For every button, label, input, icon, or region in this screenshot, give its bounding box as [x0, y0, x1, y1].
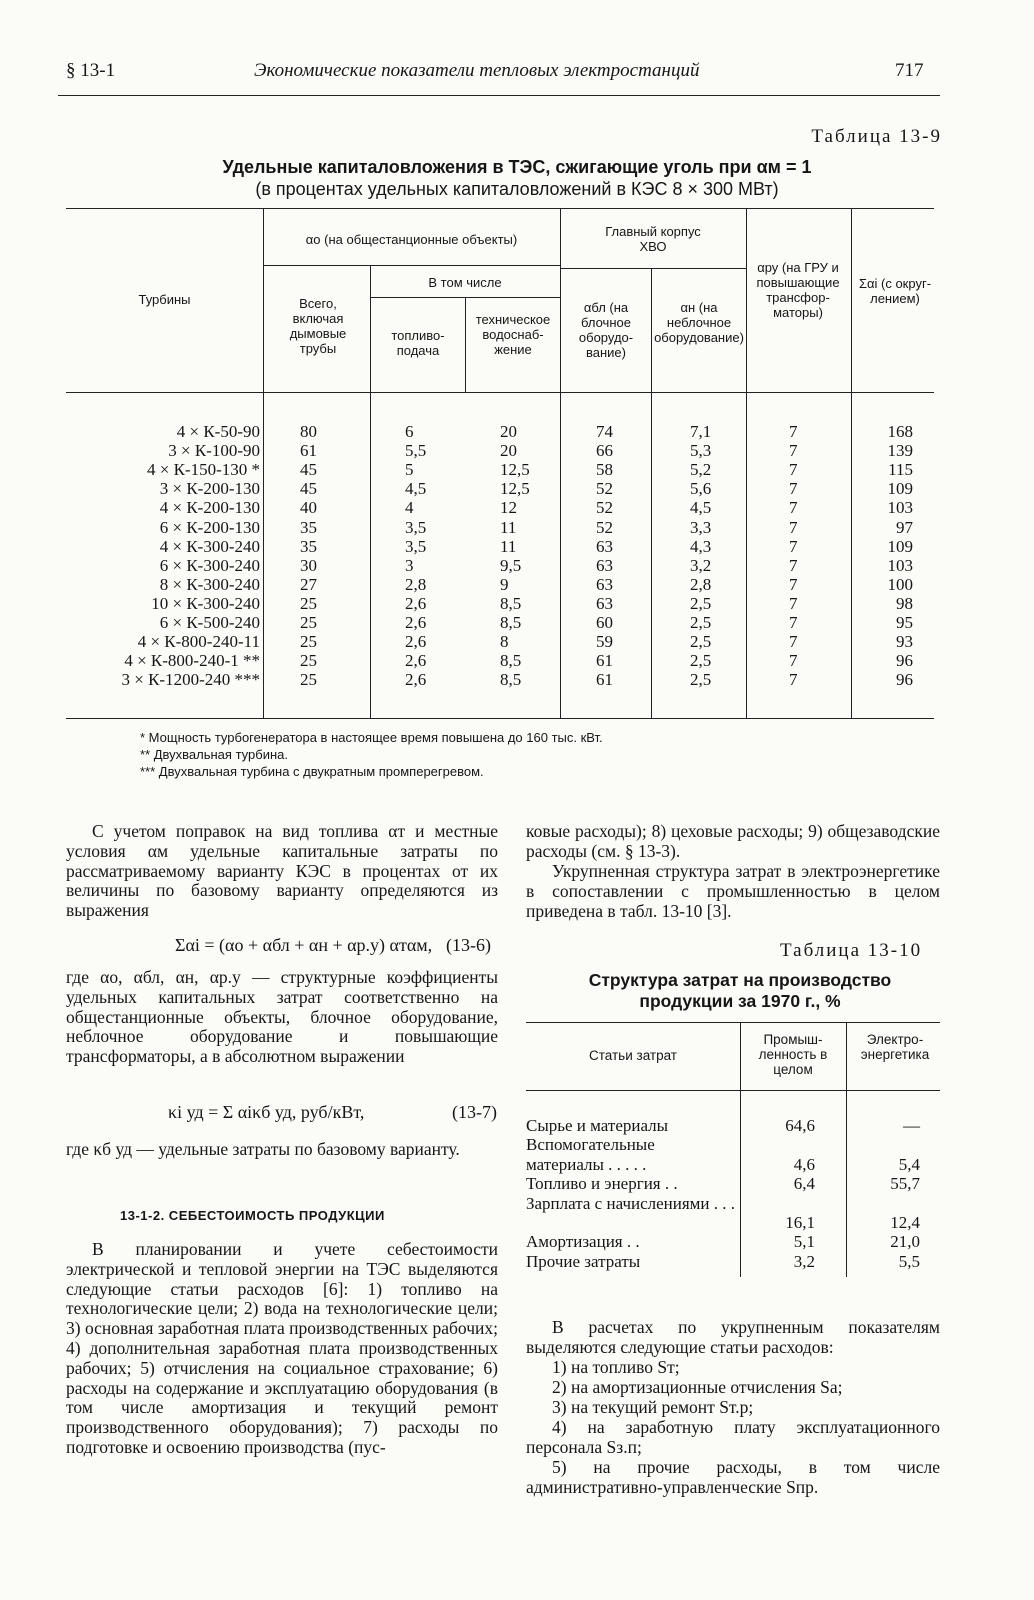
- formula-13-6-number: (13-6): [446, 935, 491, 955]
- column-rule: [651, 268, 652, 718]
- header-turbines: Турбины: [138, 292, 191, 307]
- table-cell-bl: 52: [596, 498, 613, 518]
- list-item: 3) на текущий ремонт Sт.р;: [552, 1397, 754, 1417]
- table-cell-turbine: 4 × К-300-240: [159, 536, 260, 556]
- table-cell-total: 25: [300, 613, 317, 632]
- table-cell-fuel: 2,6: [405, 632, 427, 652]
- left-paragraph-4: В планировании и учете себестоимости электрической и тепловой энергии на ТЭС выделяются следующие статьи расходов [6]: 1) топливо на технологические цели; 2) вода на технологические цели; 3) основная заработная плата производственных рабочих; 4) дополнительная заработная плата производственных рабочих; 5) отчисления на социальное страхование; 6) расходы на содержание и эксплуатацию оборудования (в том числе амортизация и текущий ремонт производственного оборудования); 7) расходы по подготовке и освоению производства (пус-: [66, 1239, 498, 1457]
- table-cell-tech: 11: [500, 517, 517, 537]
- header-bottom-rule: [66, 392, 934, 393]
- table-cell-n: 2,8: [690, 574, 712, 594]
- table-cell-energy: 5,4: [898, 1154, 920, 1174]
- table-13-9-title-line2: (в процентах удельных капиталовложений в КЭС 8 × 300 МВт): [255, 179, 779, 199]
- header-bottom-rule: [526, 1090, 940, 1091]
- header-alpha-ru: αру (на ГРУ и повышающие трансформаторы): [756, 260, 840, 320]
- table-cell-sum: 98: [896, 593, 913, 613]
- table-cell-tech: 11: [500, 536, 517, 556]
- table-cell-fuel: 3,5: [405, 517, 427, 537]
- table-cell-bl: 52: [596, 517, 613, 537]
- table-cell-item: Прочие затраты: [526, 1251, 641, 1271]
- table-cell-sum: 96: [896, 651, 913, 671]
- table-cell-turbine: 3 × К-100-90: [168, 441, 260, 461]
- table-cell-ru: 7: [789, 632, 798, 652]
- table-cell-ru: 7: [789, 651, 798, 671]
- column-rule: [560, 208, 561, 718]
- column-rule: [740, 1022, 741, 1277]
- table-cell-n: 4,3: [690, 536, 712, 556]
- table-cell-bl: 66: [596, 441, 613, 461]
- table-cell-sum: 109: [887, 536, 913, 556]
- table-cell-tech: 20: [500, 422, 517, 441]
- table-cell-turbine: 4 × К-200-130: [159, 498, 260, 518]
- header-total: Всего, включая дымовые трубы: [289, 296, 347, 356]
- table-cell-bl: 63: [596, 555, 613, 575]
- header-main-building: Главный корпус: [605, 224, 701, 239]
- table-cell-sum: 109: [887, 479, 913, 499]
- table-cell-turbine: 4 × К-150-130 *: [147, 460, 260, 480]
- table-cell-fuel: 2,6: [405, 670, 427, 690]
- table-cell-industry: 16,1: [785, 1213, 815, 1232]
- formula-13-6: Σαi = (αo + αбл + αн + αр.у) αтαм,: [175, 935, 433, 955]
- table-cell-tech: 8,5: [500, 613, 522, 632]
- header-hvo: ХВО: [639, 239, 667, 254]
- column-rule: [851, 208, 852, 718]
- table-13-9-label: Таблица 13-9: [811, 126, 942, 147]
- table-cell-ru: 7: [789, 593, 798, 613]
- table-cell-tech: 9,5: [500, 555, 522, 575]
- table-cell-fuel: 3: [405, 555, 414, 575]
- table-cell-total: 80: [300, 422, 317, 441]
- table-cell-n: 5,3: [690, 441, 712, 461]
- table-cell-total: 25: [300, 651, 317, 671]
- table-cell-sum: 115: [888, 460, 913, 480]
- table-cell-n: 3,3: [690, 517, 712, 537]
- table-cell-total: 25: [300, 670, 317, 690]
- table-cell-n: 5,2: [690, 460, 712, 480]
- table-cell-total: 25: [300, 632, 317, 652]
- table-cell-fuel: 2,6: [405, 613, 427, 632]
- table-13-9-title: [0, 156, 1034, 200]
- table-cell-turbine: 3 × К-200-130: [159, 479, 260, 499]
- table-cell-tech: 12,5: [500, 479, 530, 499]
- table-cell-industry: 64,6: [785, 1116, 815, 1135]
- table-cell-bl: 60: [596, 613, 613, 632]
- table-cell-turbine: 10 × К-300-240: [151, 593, 260, 613]
- footnote-2: ** Двухвальная турбина.: [140, 747, 288, 762]
- table-cell-energy: 21,0: [890, 1232, 920, 1252]
- header-including: В том числе: [428, 275, 502, 290]
- column-rule: [465, 297, 466, 392]
- table-cell-bl: 52: [596, 479, 613, 499]
- section-title: 13-1-2. СЕБЕСТОИМОСТЬ ПРОДУКЦИИ: [120, 1208, 385, 1223]
- table-cell-fuel: 5: [405, 460, 414, 480]
- subheader-rule: [263, 265, 560, 266]
- footnote-1: * Мощность турбогенератора в настоящее время повышена до 160 тыс. кВт.: [140, 730, 603, 745]
- table-cell-item: Вспомогательные материалы . . . . .: [526, 1135, 655, 1174]
- table-cell-item: Амортизация . .: [526, 1232, 640, 1252]
- header-alpha-n: αн (на неблочное оборудование): [654, 300, 744, 345]
- table-cell-tech: 12,5: [500, 460, 530, 480]
- table-cell-turbine: 4 × К-800-240-1 **: [124, 651, 260, 671]
- table-cell-fuel: 4,5: [405, 479, 427, 499]
- section-number: § 13-1: [66, 60, 116, 81]
- table-cell-n: 2,5: [690, 632, 712, 652]
- table-cell-ru: 7: [789, 670, 798, 690]
- table-cell-sum: 96: [896, 670, 913, 690]
- left-paragraph-1: С учетом поправок на вид топлива αт и местные условия αм удельные капитальные затраты по рассматриваемому варианту КЭС в процентах от их величины по базовому варианту определяются из выражения: [66, 821, 498, 921]
- table-cell-energy: 55,7: [890, 1174, 920, 1194]
- table-cell-sum: 103: [887, 555, 913, 575]
- right-paragraph-1: ковые расходы); 8) цеховые расходы; 9) общезаводские расходы (см. § 13-3).: [526, 821, 940, 861]
- footnote-3: *** Двухвальная турбина с двукратным промперегревом.: [140, 764, 484, 779]
- table-cell-energy: —: [903, 1116, 920, 1135]
- right-paragraph-2: Укрупненная структура затрат в электроэнергетике в сопоставлении с промышленностью в целом приведена в табл. 13-10 [3].: [526, 861, 940, 921]
- table-cell-ru: 7: [789, 498, 798, 518]
- table-cell-total: 45: [300, 460, 317, 480]
- table-cell-fuel: 2,6: [405, 593, 427, 613]
- table-cell-fuel: 5,5: [405, 441, 427, 461]
- table-cell-ru: 7: [789, 574, 798, 594]
- table-cell-bl: 61: [596, 670, 613, 690]
- table-top-rule: [66, 208, 934, 209]
- table-cell-item: Зарплата с начислениями . . .: [526, 1193, 736, 1213]
- table-bottom-rule: [66, 718, 934, 719]
- table-cell-ru: 7: [789, 517, 798, 537]
- table-cell-tech: 8,5: [500, 670, 522, 690]
- header-alpha-bl: αбл (на блочное оборудование): [578, 300, 634, 360]
- table-cell-industry: 4,6: [793, 1154, 815, 1174]
- table-cell-tech: 12: [500, 498, 517, 518]
- header-rule: [58, 95, 940, 96]
- table-cell-bl: 63: [596, 536, 613, 556]
- list-item: 5) на прочие расходы, в том числе административно-управленческие Sпр.: [526, 1457, 940, 1497]
- table-cell-total: 35: [300, 536, 317, 556]
- column-rule: [846, 1022, 847, 1277]
- header-industry: Промышленность в целом: [758, 1032, 828, 1077]
- table-cell-bl: 58: [596, 460, 613, 480]
- table-cell-turbine: 6 × К-300-240: [159, 555, 260, 575]
- table-cell-tech: 8,5: [500, 651, 522, 671]
- table-cell-n: 2,5: [690, 670, 712, 690]
- table-cell-n: 5,6: [690, 479, 712, 499]
- list-item: 4) на заработную плату эксплуатационного персонала Sз.п;: [526, 1417, 940, 1457]
- table-cell-item: Сырье и материалы: [526, 1116, 669, 1135]
- table-cell-fuel: 2,8: [405, 574, 427, 594]
- table-cell-tech: 8,5: [500, 593, 522, 613]
- table-cell-fuel: 3,5: [405, 536, 427, 556]
- table-cell-sum: 95: [896, 613, 913, 632]
- header-tech-water: техническое водоснабжение: [475, 312, 551, 357]
- table-cell-n: 2,5: [690, 613, 712, 632]
- table-cell-item: Топливо и энергия . .: [526, 1174, 678, 1194]
- table-cell-sum: 93: [896, 632, 913, 652]
- column-rule: [746, 208, 747, 718]
- table-cell-fuel: 4: [405, 498, 414, 518]
- formula-13-7-number: (13-7): [452, 1102, 497, 1122]
- table-cell-sum: 100: [887, 574, 913, 594]
- column-rule: [263, 208, 264, 718]
- table-cell-industry: 5,1: [793, 1232, 815, 1252]
- table-cell-ru: 7: [789, 441, 798, 461]
- table-13-9-title-line1: Удельные капиталовложения в ТЭС, сжигающие уголь при αм = 1: [222, 157, 812, 177]
- running-title: Экономические показатели тепловых электростанций: [254, 60, 700, 81]
- table-cell-ru: 7: [789, 536, 798, 556]
- table-cell-n: 3,2: [690, 555, 712, 575]
- table-cell-turbine: 4 × К-50-90: [176, 422, 260, 441]
- table-cell-total: 61: [300, 441, 317, 461]
- table-cell-bl: 61: [596, 651, 613, 671]
- list-item: 2) на амортизационные отчисления Sа;: [552, 1377, 843, 1397]
- left-paragraph-2: где αo, αбл, αн, αр.у — структурные коэффициенты удельных капитальных затрат соответственно на общестанционные объекты, блочное оборудование, неблочное оборудование и повышающие трансформаторы, а в абсолютном выражении: [66, 967, 498, 1067]
- table-cell-sum: 97: [896, 517, 913, 537]
- formula-13-7: κi уд = Σ αiκб уд, руб/кВт,: [168, 1102, 365, 1122]
- subheader-rule: [560, 268, 746, 269]
- header-energy: Электроэнергетика: [860, 1032, 930, 1062]
- table-cell-bl: 63: [596, 593, 613, 613]
- table-cell-tech: 20: [500, 441, 517, 461]
- table-cell-n: 4,5: [690, 498, 712, 518]
- table-cell-sum: 168: [887, 422, 913, 441]
- table-cell-total: 35: [300, 517, 317, 537]
- table-cell-industry: 3,2: [793, 1251, 815, 1271]
- table-13-10-title: Структура затрат на производство продукции за 1970 г., %: [588, 970, 892, 1011]
- table-cell-industry: 6,4: [793, 1174, 815, 1194]
- table-cell-fuel: 6: [405, 422, 414, 441]
- table-cell-ru: 7: [789, 460, 798, 480]
- page-number: 717: [895, 60, 924, 81]
- table-cell-turbine: 6 × К-200-130: [159, 517, 260, 537]
- table-cell-ru: 7: [789, 422, 798, 441]
- table-cell-sum: 103: [887, 498, 913, 518]
- list-item: 1) на топливо Sт;: [552, 1357, 680, 1377]
- column-rule: [370, 265, 371, 718]
- right-paragraph-3: В расчетах по укрупненным показателям выделяются следующие статьи расходов:: [526, 1317, 940, 1357]
- table-cell-ru: 7: [789, 555, 798, 575]
- header-alpha-o: αo (на общестанционные объекты): [305, 232, 518, 247]
- table-cell-bl: 59: [596, 632, 613, 652]
- table-cell-fuel: 2,6: [405, 651, 427, 671]
- header-fuel-supply: топливоподача: [391, 328, 445, 358]
- left-paragraph-3: где κб уд — удельные затраты по базовому варианту.: [66, 1139, 460, 1159]
- table-cell-tech: 8: [500, 632, 509, 652]
- table-cell-turbine: 4 × К-800-240-11: [137, 632, 260, 652]
- table-cell-turbine: 8 × К-300-240: [159, 574, 260, 594]
- table-cell-n: 2,5: [690, 651, 712, 671]
- table-cell-sum: 139: [887, 441, 913, 461]
- table-cell-total: 25: [300, 593, 317, 613]
- table-top-rule: [526, 1022, 940, 1023]
- table-cell-n: 2,5: [690, 593, 712, 613]
- table-cell-bl: 63: [596, 574, 613, 594]
- header-cost-items: Статьи затрат: [589, 1048, 677, 1063]
- header-sum-alpha: Σαi (с округлением): [858, 276, 932, 306]
- table-cell-energy: 12,4: [890, 1213, 920, 1232]
- table-cell-n: 7,1: [690, 422, 712, 441]
- table-13-10-label: Таблица 13-10: [780, 940, 923, 961]
- table-cell-bl: 74: [596, 422, 613, 441]
- table-cell-turbine: 3 × К-1200-240 ***: [121, 670, 260, 690]
- table-cell-total: 40: [300, 498, 317, 518]
- table-cell-total: 45: [300, 479, 317, 499]
- table-cell-ru: 7: [789, 479, 798, 499]
- table-cell-turbine: 6 × К-500-240: [159, 613, 260, 632]
- table-cell-tech: 9: [500, 574, 509, 594]
- table-cell-energy: 5,5: [898, 1251, 920, 1271]
- table-cell-ru: 7: [789, 613, 798, 632]
- table-cell-total: 30: [300, 555, 317, 575]
- table-cell-total: 27: [300, 574, 317, 594]
